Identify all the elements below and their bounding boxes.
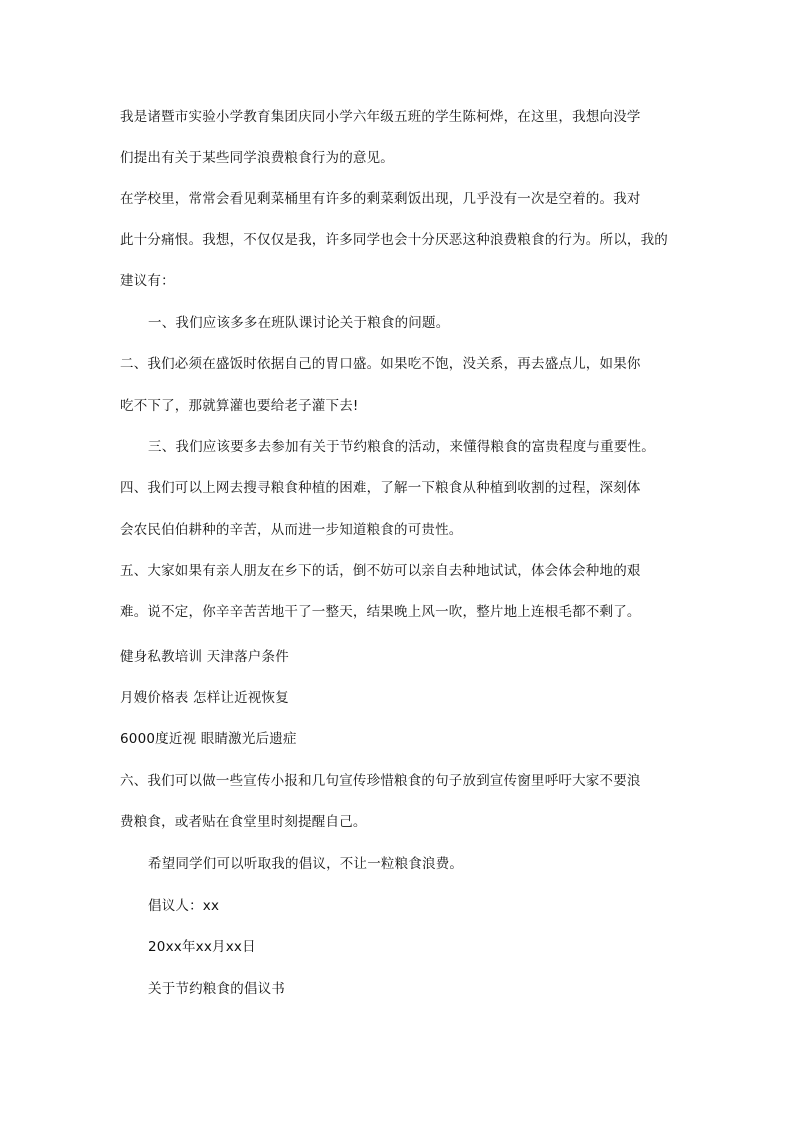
document-date: 20xx年xx月xx日 [148, 939, 256, 955]
proposer-name: 倡议人：xx [148, 898, 220, 914]
paragraph-observation-line-3: 建议有： [120, 273, 175, 289]
suggestion-6-line-2: 费粮食，或者贴在食堂里时刻提醒自己。 [120, 814, 367, 830]
paragraph-observation-line-2: 此十分痛恨。我想，不仅仅是我，许多同学也会十分厌恶这种浪费粮食的行为。所以，我的 [120, 232, 668, 248]
suggestion-6-line-1: 六、我们可以做一些宣传小报和几句宣传珍惜粮食的句子放到宣传窗里呼吁大家不要浪 [120, 773, 641, 789]
suggestion-5-line-1: 五、大家如果有亲人朋友在乡下的话，倒不妨可以亲自去种地试试，体会体会种地的艰 [120, 563, 641, 579]
inserted-text-1: 健身私教培训 天津落户条件 [120, 649, 289, 665]
suggestion-3: 三、我们应该要多去参加有关于节约粮食的活动，来懂得粮食的富贵程度与重要性。 [148, 439, 655, 455]
suggestion-2-line-2: 吃不下了，那就算灌也要给老子灌下去! [120, 398, 359, 414]
suggestion-1: 一、我们应该多多在班队课讨论关于粮食的问题。 [148, 315, 450, 331]
inserted-text-3: 6000度近视 眼睛激光后遗症 [120, 731, 297, 747]
paragraph-intro-line-1: 我是诸暨市实验小学教育集团庆同小学六年级五班的学生陈柯烨，在这里，我想向没学 [120, 109, 641, 125]
inserted-text-2: 月嫂价格表 怎样让近视恢复 [120, 690, 289, 706]
suggestion-5-line-2: 难。说不定，你辛辛苦苦地干了一整天，结果晚上风一吹，整片地上连根毛都不剩了。 [120, 604, 641, 620]
paragraph-intro-line-2: 们提出有关于某些同学浪费粮食行为的意见。 [120, 150, 394, 166]
document-title-footer: 关于节约粮食的倡议书 [148, 981, 285, 997]
suggestion-4-line-1: 四、我们可以上网去搜寻粮食种植的困难，了解一下粮食从种植到收割的过程，深刻体 [120, 480, 641, 496]
paragraph-observation-line-1: 在学校里，常常会看见剩菜桶里有许多的剩菜剩饭出现，几乎没有一次是空着的。我对 [120, 191, 641, 207]
suggestion-2-line-1: 二、我们必须在盛饭时依据自己的胃口盛。如果吃不饱，没关系，再去盛点儿，如果你 [120, 356, 641, 372]
closing-hope: 希望同学们可以听取我的倡议，不让一粒粮食浪费。 [148, 856, 464, 872]
suggestion-4-line-2: 会农民伯伯耕种的辛苦，从而进一步知道粮食的可贵性。 [120, 522, 463, 538]
